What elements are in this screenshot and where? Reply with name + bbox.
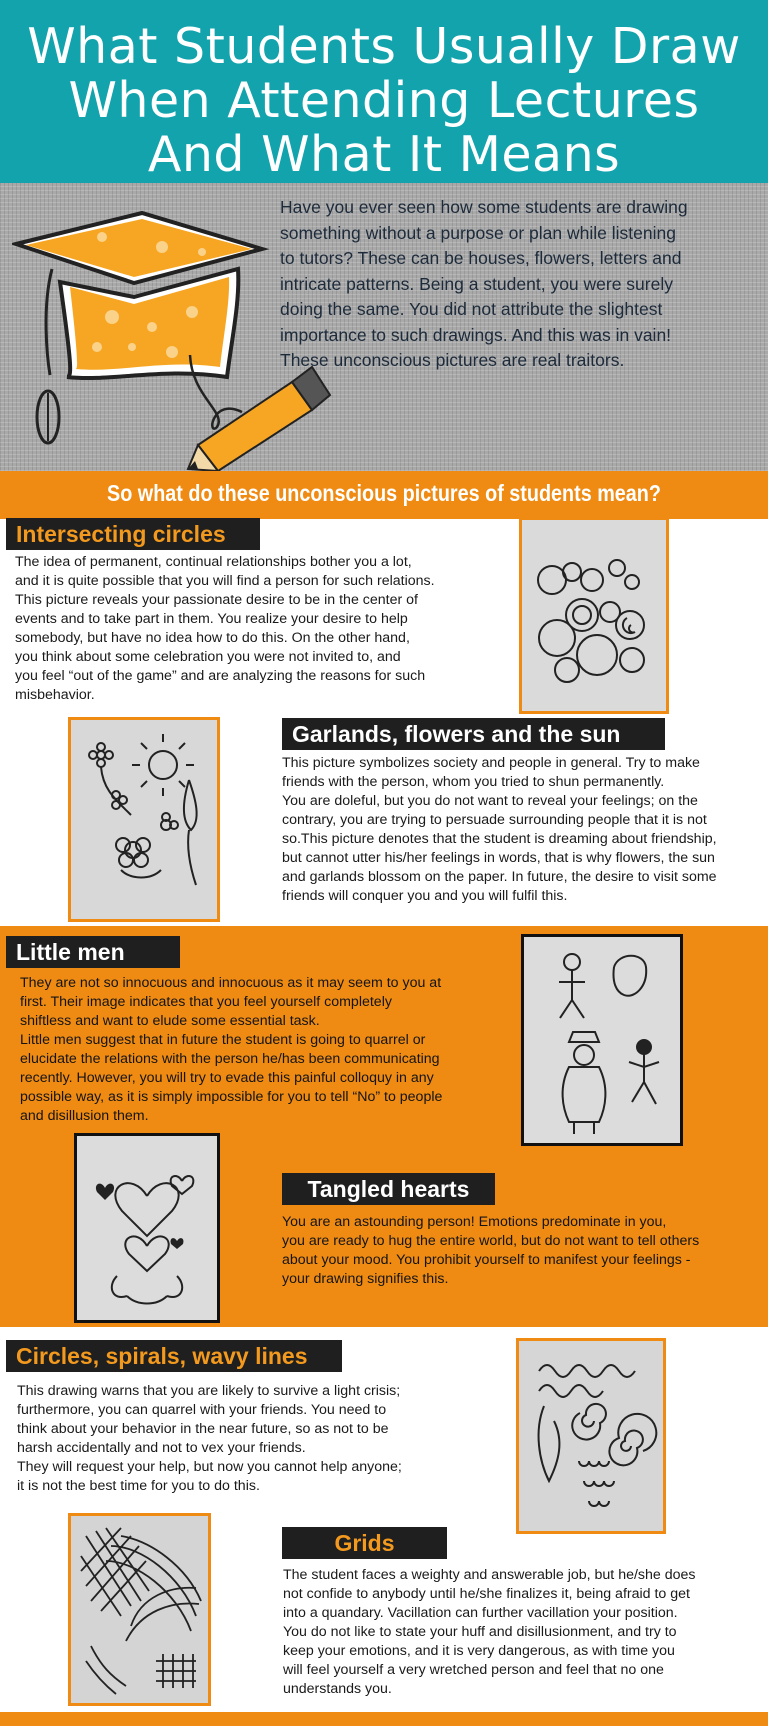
section-text-little-men: They are not so innocuous and innocuous as it may seem to you at first. Their image indicates that you feel yourself completely shiftless and want to elude some essential task. Little men suggest that in future the student is going to quarrel or elucidate the relations with the person he/has been communicating recently. However, you will try to evade this painful colloquy in any possible way, as it is simply impossible for you to tell “No” to people and disillusion them. [20,975,443,1124]
photo-garlands-flowers-sun [68,717,220,922]
section-text-garlands: This picture symbolizes society and people in general. Try to make friends with the person, whom you tried to shun permanently. You are doleful, but you do not want to reveal your feelings; on the contrary, you are trying to persuade surrounding people that it is not so.This picture denotes that the student is dreaming about friendship, but cannot utter his/her feelings in words, that is why flowers, the sun and garlands blossom on the paper. In future, the desire to visit some friends will conquer you and you will fulfil this. [282,755,717,904]
section-title-tangled-hearts: Tangled hearts [282,1173,495,1205]
section-text-grids: The student faces a weighty and answerable job, but he/she does not confide to anybody until he/she finalizes it, being afraid to get into a quandary. Vacillation can further vacillation your position. You do not like to state your huff and disillusionment, and try to keep your emotions, and it is very dangerous, as with time you will feel yourself a very wretched person and feel that no one understands you. [283,1567,696,1697]
bottom-strip [0,1712,768,1726]
section-title-circles-spirals: Circles, spirals, wavy lines [6,1340,342,1372]
section-title-garlands: Garlands, flowers and the sun [282,718,665,750]
section-title-intersecting-circles: Intersecting circles [6,518,260,550]
page-title [0,20,768,182]
title-line: What Students Usually Draw [27,18,741,75]
photo-grids [68,1513,211,1706]
section-text-circles-spirals: This drawing warns that you are likely to survive a light crisis; furthermore, you can quarrel with your friends. You need to think about your behavior in the near future, so as not to be harsh accidentally and not to vex your friends. They will request your help, but now you cannot help anyone; it is not the best time for you to do this. [17,1383,402,1494]
photo-intersecting-circles [519,517,669,714]
question-band [0,471,768,519]
section-text-tangled-hearts: You are an astounding person! Emotions predominate in you, you are ready to hug the entire world, but do not want to tell others about your mood. You prohibit yourself to manifest your feelings - your drawing signifies this. [282,1214,700,1287]
section-title-grids: Grids [282,1527,447,1559]
pencil-icon [188,367,330,471]
photo-little-men [521,934,683,1146]
header-banner [0,0,768,183]
photo-tangled-hearts [74,1133,220,1323]
band-title: So what do these unconscious pictures of students mean? [107,480,661,506]
title-line: And What It Means [147,126,621,183]
title-line: When Attending Lectures [68,72,700,129]
intro-section [0,183,768,471]
photo-circles-spirals [516,1338,666,1534]
intro-text: Have you ever seen how some students are drawing something without a purpose or plan while listening to tutors? These can be houses, flowers, letters and intricate patterns. Being a student, you were surely doing the same. You did not attribute the slightest importance to such drawings. And this was in vain! These unconscious pictures are real traitors. [280,197,688,370]
section-title-little-men: Little men [6,936,180,968]
section-text-intersecting-circles: The idea of permanent, continual relationships bother you a lot, and it is quite possible that you will find a person for such relations. This picture reveals your passionate desire to be in the center of events and to take part in them. You realize your desire to help somebody, but have no idea how to do this. On the other hand, you think about some celebration you were not invited to, and you feel “out of the game” and are analyzing the reasons for such misbehavior. [15,554,435,703]
